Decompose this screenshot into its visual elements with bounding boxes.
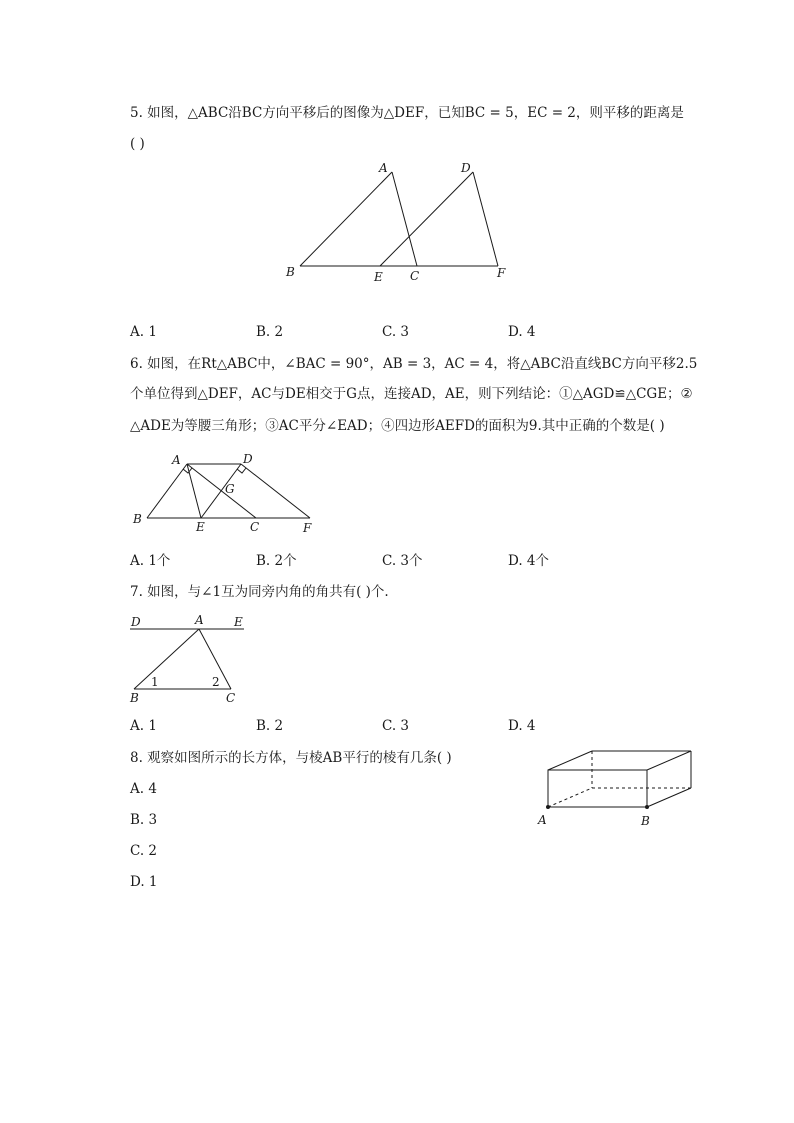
q5-label-E: E [374, 270, 383, 284]
q8-bottom-right-edge [647, 788, 691, 807]
q6-label-G: G [225, 482, 235, 496]
q8-front-face [548, 770, 647, 807]
q6-label-B: B [133, 512, 142, 526]
q8-top-left-edge [548, 751, 592, 770]
q8-point-B [645, 805, 649, 809]
q8-option-c: C. 2 [130, 843, 158, 859]
q5-option-c: C. 3 [382, 324, 410, 340]
q5-label-D: D [461, 161, 471, 175]
q6-option-c: C. 3个 [382, 553, 423, 569]
q6-label-F: F [303, 521, 312, 535]
q6-stem-line1: 6. 如图，在Rt△ABC中，∠BAC = 90°，AB = 3，AC = 4，将△ABC沿直线BC方向平移2.5 [130, 356, 698, 372]
q6-stem-line3: △ADE为等腰三角形；③AC平分∠EAD；④四边形AEFD的面积为9.其中正确的个数是( ) [130, 418, 665, 434]
q7-label-angle-1: 1 [151, 675, 159, 689]
q5-option-a: A. 1 [130, 324, 157, 340]
q5-label-C: C [410, 269, 420, 283]
q6-option-b: B. 2个 [256, 553, 297, 569]
q8-stem-line1: 8. 观察如图所示的长方体，与棱AB平行的棱有几条( ) [130, 750, 452, 766]
q8-hidden-left-edge [548, 788, 592, 807]
q7-label-D: D [131, 615, 141, 629]
q5-stem-line2: ( ) [130, 136, 145, 152]
q7-option-a: A. 1 [130, 718, 157, 734]
q6-label-C: C [250, 520, 260, 534]
q5-label-A: A [379, 161, 388, 175]
q6-stem-line2: 个单位得到△DEF，AC与DE相交于G点，连接AD，AE，则下列结论：①△AGD≌△CGE；② [130, 386, 693, 402]
q7-label-C: C [226, 691, 236, 705]
q8-option-a: A. 4 [130, 781, 157, 797]
q7-label-A: A [195, 613, 204, 627]
q8-option-d: D. 1 [130, 874, 158, 890]
q7-label-B: B [130, 691, 139, 705]
q6-option-d: D. 4个 [508, 553, 550, 569]
q8-option-b: B. 3 [130, 812, 158, 828]
q7-label-angle-2: 2 [212, 675, 220, 689]
q7-label-E: E [234, 615, 243, 629]
q6-label-E: E [196, 520, 205, 534]
q6-label-D: D [243, 452, 253, 466]
q8-label-A: A [538, 813, 547, 827]
q7-option-d: D. 4 [508, 718, 536, 734]
q6-label-A: A [172, 453, 181, 467]
q7-stem-line1: 7. 如图，与∠1互为同旁内角的角共有( )个. [130, 584, 389, 600]
q8-top-right-edge [647, 751, 691, 770]
q7-option-c: C. 3 [382, 718, 410, 734]
q5-stem-line1: 5. 如图，△ABC沿BC方向平移后的图像为△DEF，已知BC = 5，EC = 2，则平移的距离是 [130, 105, 684, 121]
q5-option-d: D. 4 [508, 324, 536, 340]
q5-label-F: F [497, 266, 506, 280]
q5-label-B: B [286, 265, 295, 279]
q7-option-b: B. 2 [256, 718, 284, 734]
q5-option-b: B. 2 [256, 324, 284, 340]
q8-label-B: B [641, 814, 650, 828]
q8-point-A [546, 805, 550, 809]
q6-option-a: A. 1个 [130, 553, 171, 569]
